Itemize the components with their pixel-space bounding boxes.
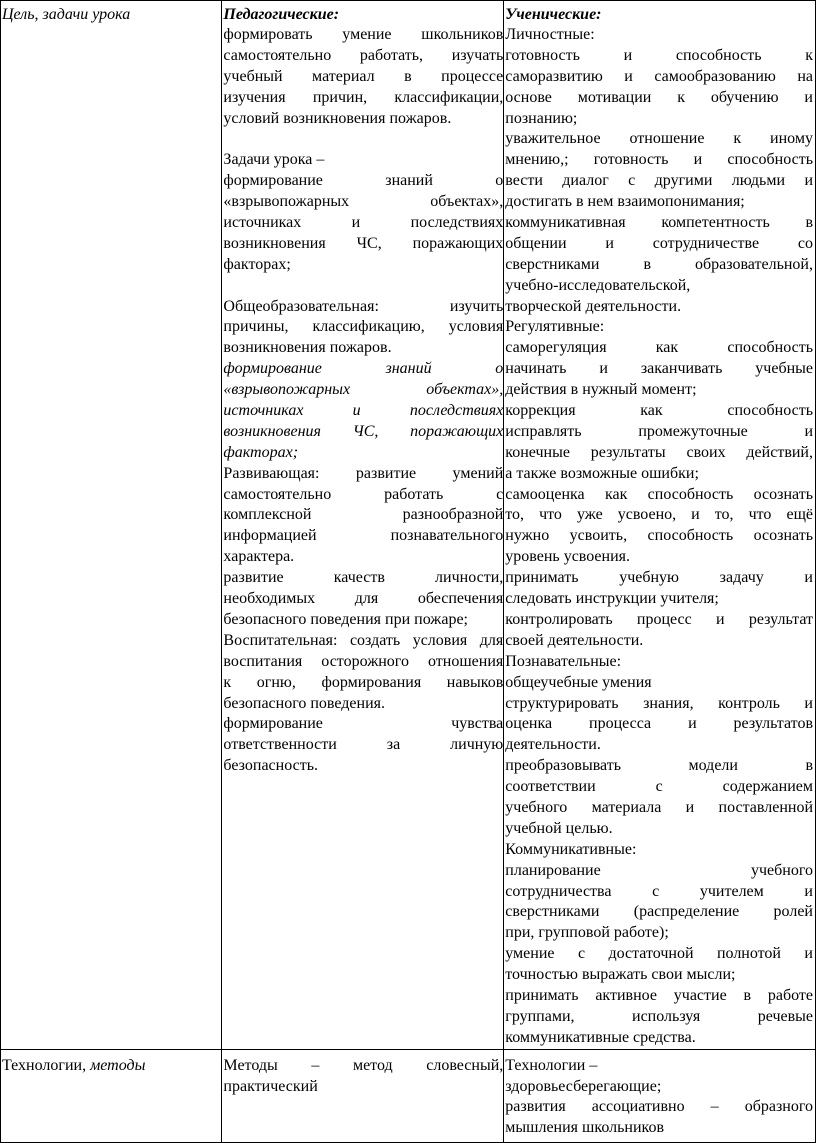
pedagogical-header: Педагогические: [223,6,340,23]
text-line: самостоятельно работать с [223,485,504,503]
text-line: здоровьесберегающие; [505,1077,662,1095]
text-line: начинать и заканчивать учебные [505,360,813,378]
text-line: «взрывопожарных объектах», [223,381,504,399]
text-line: сверстниками (распределение ролей [505,903,813,921]
text-line: Коммуникативные: [505,840,637,858]
text-line: Познавательные: [505,652,622,670]
text-line: ответственности за личную [223,736,504,754]
methods-text [222,1050,503,1098]
text-line: творческой деятельности. [505,297,682,315]
text-line: планирование учебного [505,861,813,879]
technologies-row [1,1049,816,1142]
text-line: Общеобразовательная: изучить [223,297,504,315]
text-line: исправлять промежуточные и [505,422,813,440]
text-line: действия в нужный момент; [505,381,697,399]
text-line: учебный материал в процессе [223,67,504,85]
text-line: факторах; [223,443,299,461]
goals-row [1,1,816,1050]
text-line: характера. [223,548,295,566]
pedagogical-cell [222,1,504,1050]
text-line: группами, используя речевые [505,1007,813,1025]
text-line [223,129,503,150]
text-line: мнению,; готовность и способность [505,151,813,169]
text-line: формирование чувства [223,715,504,733]
student-header: Ученические: [505,6,602,23]
text-line [223,276,503,297]
text-line: общеучебные умения [505,673,652,691]
text-line: самооценка как способность осознать [505,485,813,503]
text-line: сверстниками в образовательной, [505,255,813,273]
text-line: готовность и способность к [505,46,813,64]
text-line: уровень усвоения. [505,548,631,566]
text-line: учебно-исследовательской, [505,276,691,294]
text-line: а также возможные ошибки; [505,464,699,482]
text-line: воспитания осторожного отношения [223,652,504,670]
text-line: своей деятельности. [505,631,644,649]
text-line: оценка процесса и результатов [505,715,813,733]
student-text [504,25,815,1049]
text-line: безопасного поведения при пожаре; [223,610,468,628]
methods-cell [222,1049,504,1142]
text-line: преобразовывать модели в [505,757,813,775]
text-line: сотрудничества с учителем и [505,882,813,900]
student-cell [504,1,816,1050]
goals-label: Цель, задачи урока [2,6,131,23]
text-line: Задачи урока – [223,151,325,169]
text-line: соответствии с содержанием [505,778,813,796]
text-line: причины, классификацию, условия [223,318,504,336]
text-line: формирование знаний о [223,360,504,378]
text-line: конечные результаты своих действий, [505,443,813,461]
text-line: основе мотивации к обучению и [505,88,813,106]
text-line: Личностные: [505,26,595,43]
text-line: формирование знаний о [223,172,504,190]
text-line: условий возникновения пожаров. [223,109,452,127]
text-line: изучения причин, классификации, [223,88,504,106]
goals-label-cell [1,1,222,1050]
text-line: формировать умение школьников [223,26,504,43]
text-line: «взрывопожарных объектах», [223,193,504,211]
text-line: коммуникативная компетентность в [505,214,813,232]
text-line: уважительное отношение к иному [505,130,813,148]
technologies-label-cell [1,1049,222,1142]
text-line: самостоятельно работать, изучать [223,46,504,64]
text-line: принимать активное участие в работе [505,986,813,1004]
text-line: необходимых для обеспечения [223,590,504,608]
text-line: коммуникативные средства. [505,1028,696,1046]
text-line: структурировать знания, контроль и [505,694,813,712]
text-line: учебного материала и поставленной [505,798,813,816]
text-line: учебной целью. [505,819,613,837]
text-line: достигать в нем взаимопонимания; [505,193,745,211]
text-line: возникновения ЧС, поражающих [223,234,504,252]
text-line: развития ассоциативно – образного [505,1098,813,1116]
text-line: Технологии – [505,1056,598,1074]
technologies-label: Технологии, методы [2,1056,146,1074]
text-line: нужно усвоить, способность осознать [505,527,813,545]
text-line: практический [223,1077,318,1095]
text-line: Развивающая: развитие умений [223,464,504,482]
text-line: то, что уже усвоено, и то, что ещё [505,506,813,524]
text-line: источниках и последствиях [223,214,504,232]
text-line: безопасного поведения. [223,694,386,712]
text-line: вести диалог с другими людьми и [505,172,813,190]
text-line: информацией познавательного [223,527,504,545]
text-line: коррекция как способность [505,402,813,420]
text-line: Воспитательная: создать условия для [223,631,504,649]
text-line: источниках и последствиях [223,402,504,420]
text-line: возникновения пожаров. [223,339,392,357]
text-line: Регулятивные: [505,318,605,336]
text-line: саморазвитию и самообразованию на [505,67,813,85]
text-line: Методы – метод словесный, [223,1056,504,1074]
text-line: факторах; [223,255,291,273]
text-line: точностью выражать свои мысли; [505,966,736,984]
text-line: умение с достаточной полнотой и [505,945,813,963]
text-line: следовать инструкции учителя; [505,590,719,608]
technologies-cell [504,1049,816,1142]
text-line: при, групповой работе); [505,924,669,942]
text-line: саморегуляция как способность [505,339,813,357]
text-line: безопасность. [223,757,318,775]
pedagogical-text [222,25,503,777]
text-line: возникновения ЧС, поражающих [223,422,504,440]
text-line: развитие качеств личности, [223,569,504,587]
text-line: комплексной разнообразной [223,506,504,524]
text-line: мышления школьников [505,1119,665,1137]
text-line: общении и сотрудничестве со [505,234,813,252]
text-line: познанию; [505,109,578,127]
text-line: контролировать процесс и результат [505,610,813,628]
text-line: принимать учебную задачу и [505,569,813,587]
text-line: деятельности. [505,736,601,754]
technologies-text [504,1050,815,1140]
text-line: к огню, формирования навыков [223,673,504,691]
